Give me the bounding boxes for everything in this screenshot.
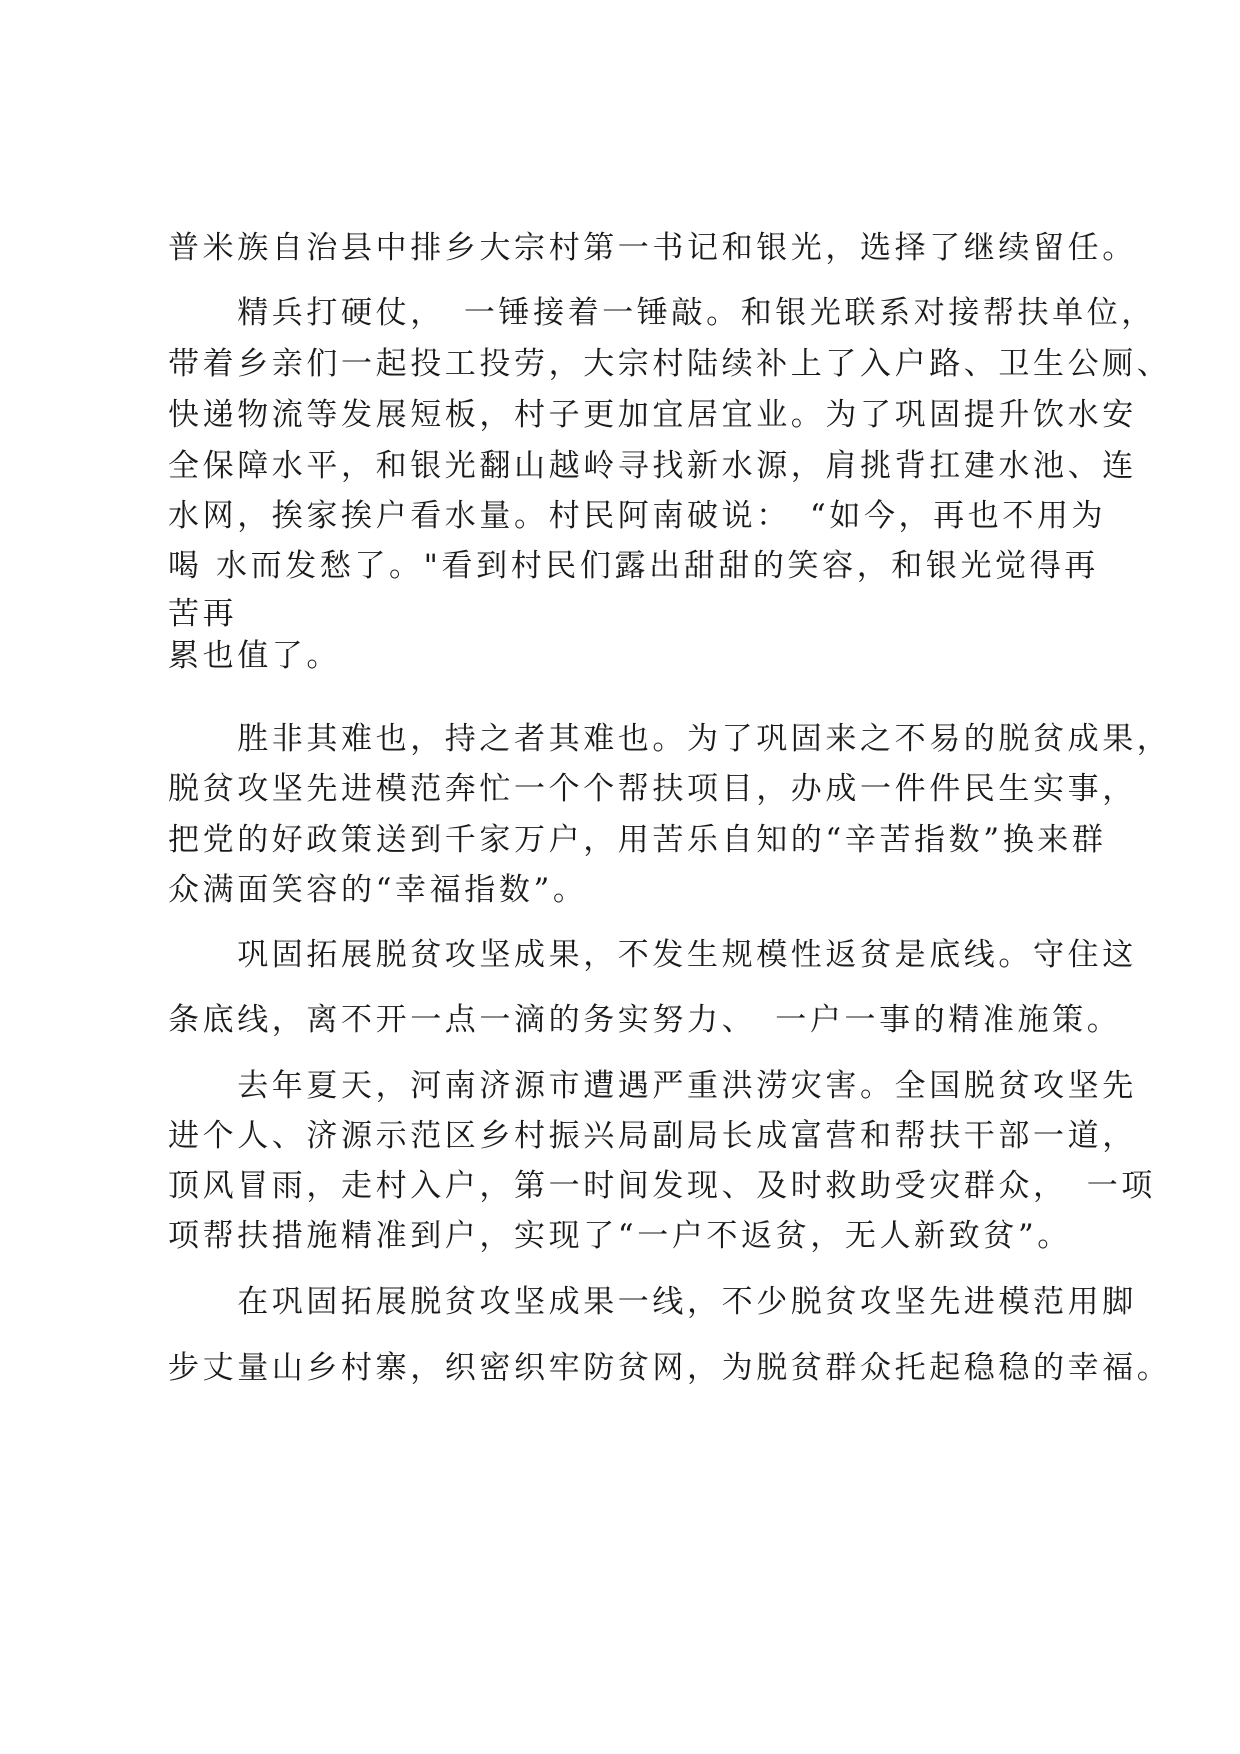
text-line: 苦再 xyxy=(168,596,238,632)
text-line: 水网，挨家挨户看水量。村民阿南破说： “如今，再也不用为 xyxy=(168,498,1107,534)
text-line: 顶风冒雨，走村入户，第一时间发现、及时救助受灾群众， 一项 xyxy=(168,1168,1156,1204)
text-line: 累也值了。 xyxy=(168,638,341,674)
text-line: 把党的好政策送到千家万户，用苦乐自知的“辛苦指数”换来群 xyxy=(168,822,1107,858)
text-line: 步丈量山乡村寨，织密织牢防贫网，为脱贫群众托起稳稳的幸福。 xyxy=(168,1350,1172,1386)
text-line: 去年夏天，河南济源市遭遇严重洪涝灾害。全国脱贫攻坚先 xyxy=(168,1068,1137,1104)
text-line: 进个人、济源示范区乡村振兴局副局长成富营和帮扶干部一道， xyxy=(168,1118,1137,1154)
text-line: 喝 水而发愁了。"看到村民们露出甜甜的笑容，和银光觉得再 xyxy=(168,548,1099,584)
text-line: 快递物流等发展短板，村子更加宜居宜业。为了巩固提升饮水安 xyxy=(168,397,1137,433)
text-line: 精兵打硬仗， 一锤接着一锤敲。和银光联系对接帮扶单位， xyxy=(168,295,1156,331)
text-line: 众满面笑容的“幸福指数”。 xyxy=(168,872,588,908)
text-line: 脱贫攻坚先进模范奔忙一个个帮扶项目，办成一件件民生实事， xyxy=(168,771,1137,807)
text-line: 全保障水平，和银光翻山越岭寻找新水源，肩挑背扛建水池、连 xyxy=(168,448,1137,484)
text-line: 胜非其难也，持之者其难也。为了巩固来之不易的脱贫成果， xyxy=(168,721,1172,757)
text-line: 巩固拓展脱贫攻坚成果，不发生规模性返贫是底线。守住这 xyxy=(168,937,1137,973)
text-line: 条底线，离不开一点一滴的务实努力、 一户一事的精准施策。 xyxy=(168,1002,1122,1038)
text-line: 项帮扶措施精准到户，实现了“一户不返贫，无人新致贫”。 xyxy=(168,1218,1072,1254)
text-line: 在巩固拓展脱贫攻坚成果一线，不少脱贫攻坚先进模范用脚 xyxy=(168,1284,1137,1320)
text-line: 普米族自治县中排乡大宗村第一书记和银光，选择了继续留任。 xyxy=(168,230,1137,266)
text-line: 带着乡亲们一起投工投劳，大宗村陆续补上了入户路、卫生公厕、 xyxy=(168,346,1172,382)
